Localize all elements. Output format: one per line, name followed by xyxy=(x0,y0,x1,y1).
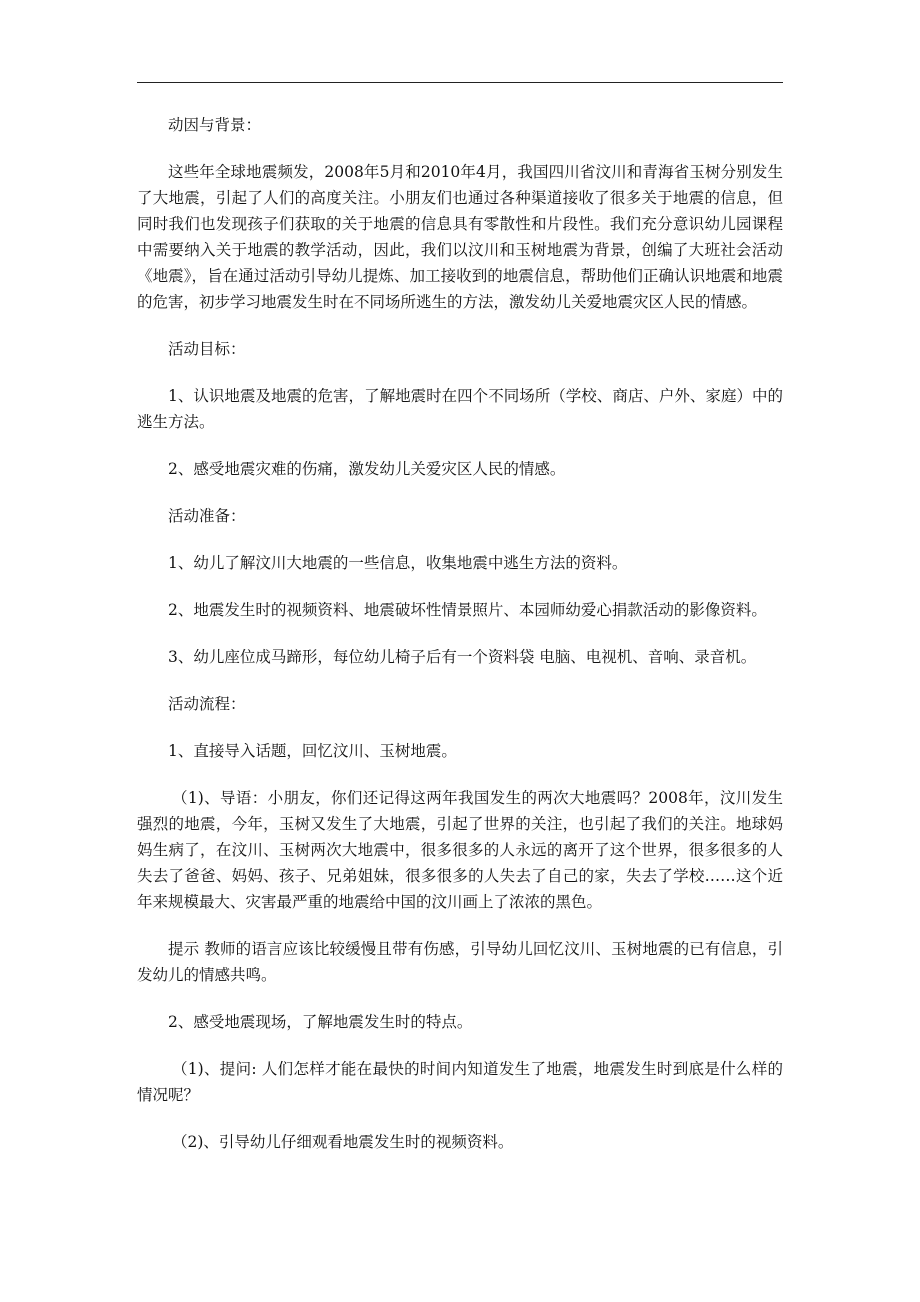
goal-item-2: 2、感受地震灾难的伤痛，激发幼儿关爱灾区人民的情感。 xyxy=(168,460,566,478)
heading-background: 动因与背景： xyxy=(168,116,262,134)
process-step-1-tip: 提示 教师的语言应该比较缓慢且带有伤感，引导幼儿回忆汶川、玉树地震的已有信息，引发幼儿的情感共鸣。 xyxy=(137,940,783,984)
header-rule xyxy=(137,82,783,83)
preparation-item-2: 2、地震发生时的视频资料、地震破坏性情景照片、本园师幼爱心捐款活动的影像资料。 xyxy=(168,601,767,619)
process-step-1: 1、直接导入话题，回忆汶川、玉树地震。 xyxy=(168,742,457,760)
process-step-1-intro: （1)、导语：小朋友，你们还记得这两年我国发生的两次大地震吗？2008年，汶川发生强烈的地震，今年，玉树又发生了大地震，引起了世界的关注，也引起了我们的关注。地球妈妈生病了，在汶川、玉树两次大地震中，很多很多的人永远的离开了这个世界，很多很多的人失去了爸爸、妈妈、孩子、兄弟姐妹，很多很多的人失去了自己的家，失去了学校……这个近年来规模最大、灾害最严重的地震给中国的汶川画上了浓浓的黑色。 xyxy=(137,789,783,911)
document-body xyxy=(137,112,783,1176)
process-step-2: 2、感受地震现场，了解地震发生时的特点。 xyxy=(168,1013,473,1031)
heading-goals: 活动目标： xyxy=(168,340,246,358)
preparation-item-1: 1、幼儿了解汶川大地震的一些信息，收集地震中逃生方法的资料。 xyxy=(168,554,628,572)
process-step-2-question: （1)、提问: 人们怎样才能在最快的时间内知道发生了地震，地震发生时到底是什么样的情况呢？ xyxy=(137,1060,783,1104)
process-step-2-video: （2)、引导幼儿仔细观看地震发生时的视频资料。 xyxy=(172,1133,514,1151)
goal-item-1: 1、认识地震及地震的危害，了解地震时在四个不同场所（学校、商店、户外、家庭）中的逃生方法。 xyxy=(137,387,783,431)
heading-process: 活动流程： xyxy=(168,695,246,713)
heading-preparation: 活动准备： xyxy=(168,507,246,525)
paragraph-background: 这些年全球地震频发，2008年5月和2010年4月，我国四川省汶川和青海省玉树分别发生了大地震，引起了人们的高度关注。小朋友们也通过各种渠道接收了很多关于地震的信息，但同时我们也发现孩子们获取的关于地震的信息具有零散性和片段性。我们充分意识幼儿园课程中需要纳入关于地震的教学活动，因此，我们以汶川和玉树地震为背景，创编了大班社会活动《地震》，旨在通过活动引导幼儿提炼、加工接收到的地震信息，帮助他们正确认识地震和地震的危害，初步学习地震发生时在不同场所逃生的方法，激发幼儿关爱地震灾区人民的情感。 xyxy=(137,163,783,311)
preparation-item-3: 3、幼儿座位成马蹄形，每位幼儿椅子后有一个资料袋 电脑、电视机、音响、录音机。 xyxy=(168,648,757,666)
